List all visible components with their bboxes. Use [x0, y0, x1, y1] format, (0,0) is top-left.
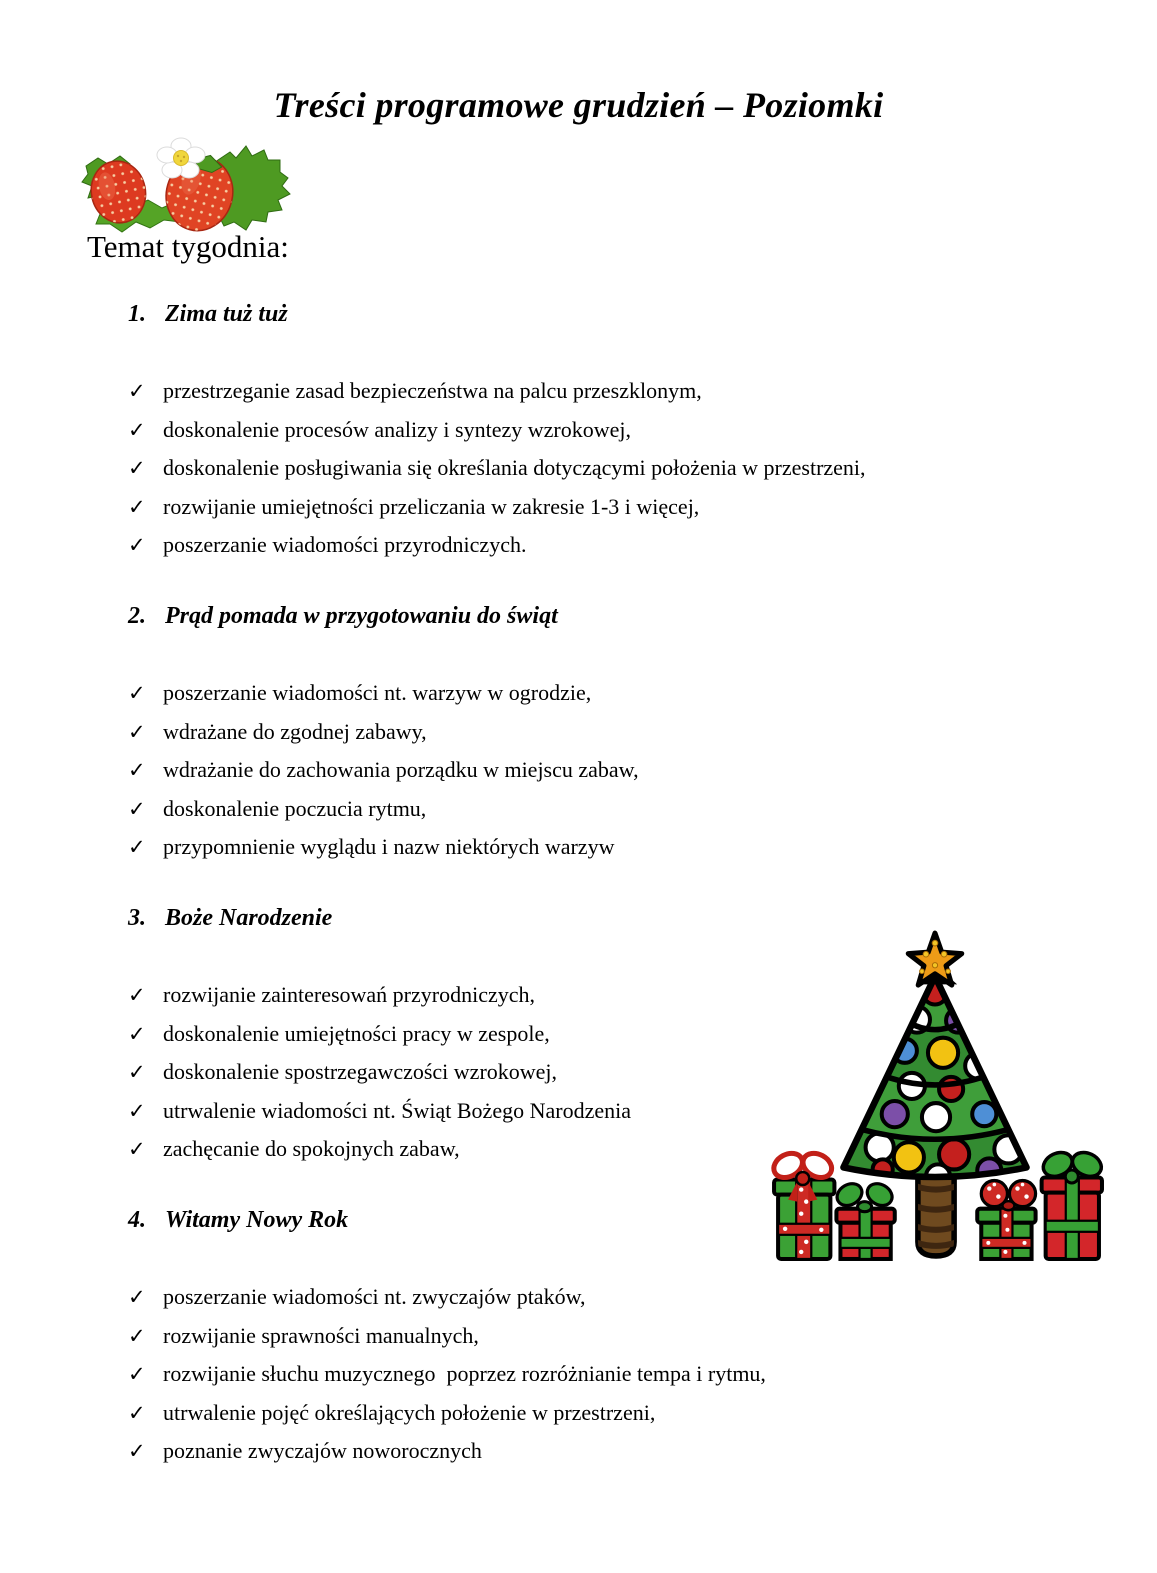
checklist-item: [128, 1432, 1128, 1471]
checklist-item-text: doskonalenie spostrzegawczości wzrokowej,: [163, 1059, 558, 1085]
checkmark-icon: ✓: [128, 758, 146, 783]
checkmark-icon: ✓: [128, 982, 146, 1007]
checklist-item: [128, 751, 1128, 790]
section-heading: [128, 597, 1128, 635]
section-title: Prąd pomada w przygotowaniu do świąt: [165, 602, 558, 629]
tree-trunk: [914, 1169, 958, 1256]
section-2: [128, 597, 1128, 867]
checkmark-icon: ✓: [128, 379, 146, 403]
week-theme-label: Temat tygodnia:: [87, 229, 289, 264]
checklist-item-text: rozwijanie zainteresowań przyrodniczych,: [163, 981, 535, 1007]
checklist-item-text: rozwijanie sprawności manualnych,: [163, 1322, 479, 1348]
checkmark-icon: ✓: [128, 1021, 146, 1046]
checklist-item-text: wdrażanie do zachowania porządku w miejscu zabaw,: [163, 757, 639, 783]
checklist-item: [128, 488, 1128, 527]
checkmark-icon: ✓: [128, 1137, 146, 1162]
checklist-item-text: poszerzanie wiadomości nt. zwyczajów ptaków,: [163, 1283, 586, 1309]
checklist-item: [128, 372, 1128, 411]
strawberries-clipart: [78, 136, 292, 236]
checklist: [128, 1278, 1128, 1471]
checklist-item: [128, 828, 1128, 867]
document-title: Treści programowe grudzień – Poziomki: [273, 85, 884, 125]
present-green-red-bow: [770, 1149, 836, 1259]
checkmark-icon: ✓: [128, 1362, 146, 1387]
section-title: Witamy Nowy Rok: [165, 1206, 349, 1233]
section-1: [128, 295, 1128, 565]
checklist-item: [128, 1278, 1128, 1317]
checklist-item-text: doskonalenie umiejętności pracy w zespole,: [163, 1020, 550, 1046]
checkmark-icon: ✓: [128, 533, 146, 558]
section-number: 4.: [128, 1206, 146, 1233]
checkmark-icon: ✓: [128, 1439, 146, 1464]
checklist-item-text: utrwalenie wiadomości nt. Świąt Bożego Narodzenia: [163, 1097, 631, 1123]
checklist-item-text: przestrzeganie zasad bezpieczeństwa na palcu przeszklonym,: [163, 378, 702, 403]
checklist-item-text: przypomnienie wyglądu i nazw niektórych warzyw: [163, 834, 615, 860]
present-red-tall-green-bow: [1039, 1148, 1105, 1259]
checklist-item-text: wdrażane do zgodnej zabawy,: [163, 718, 427, 744]
checklist-item-text: doskonalenie poczucia rytmu,: [163, 795, 427, 821]
checkmark-icon: ✓: [128, 417, 146, 442]
section-title: Zima tuż tuż: [165, 301, 288, 327]
tree-body: [842, 976, 1027, 1188]
checkmark-icon: ✓: [128, 456, 146, 481]
checklist-item-text: poszerzanie wiadomości nt. warzyw w ogrodzie,: [163, 679, 592, 705]
checkmark-icon: ✓: [128, 719, 146, 744]
checklist-item-text: doskonalenie posługiwania się określania dotyczącymi położenia w przestrzeni,: [163, 455, 866, 481]
christmas-tree-clipart: [764, 922, 1106, 1264]
checkmark-icon: ✓: [128, 680, 146, 705]
checkmark-icon: ✓: [128, 1098, 146, 1123]
checklist-item-text: poznanie zwyczajów noworocznych: [163, 1438, 482, 1464]
checklist-item-text: rozwijanie umiejętności przeliczania w zakresie 1-3 i więcej,: [163, 493, 700, 519]
checklist-item-text: poszerzanie wiadomości przyrodniczych.: [163, 532, 527, 558]
checklist-item: [128, 449, 1128, 488]
checkmark-icon: ✓: [128, 1323, 146, 1348]
checklist-item-text: doskonalenie procesów analizy i syntezy wzrokowej,: [163, 416, 631, 442]
checklist-item-text: rozwijanie słuchu muzycznego poprzez rozróżnianie tempa i rytmu,: [163, 1361, 766, 1387]
section-number: 3.: [128, 904, 146, 931]
section-title: Boże Narodzenie: [165, 904, 333, 931]
strawberry-flower: [157, 138, 205, 178]
checkmark-icon: ✓: [128, 796, 146, 821]
star-topper: [908, 933, 962, 985]
checkmark-icon: ✓: [128, 1400, 146, 1425]
checklist: [128, 674, 1128, 867]
checkmark-icon: ✓: [128, 1060, 146, 1085]
checkmark-icon: ✓: [128, 494, 146, 519]
section-number: 2.: [128, 602, 146, 629]
checklist: [128, 372, 1128, 565]
section-number: 1.: [128, 301, 146, 327]
checklist-item: [128, 790, 1128, 829]
checklist-item-text: utrwalenie pojęć określających położenie w przestrzeni,: [163, 1399, 656, 1425]
checklist-item: [128, 526, 1128, 565]
checklist-item: [128, 1317, 1128, 1356]
checkmark-icon: ✓: [128, 1284, 146, 1309]
present-red-green-bow: [833, 1179, 896, 1259]
checklist-item: [128, 411, 1128, 450]
checklist-item: [128, 674, 1128, 713]
checklist-item-text: zachęcanie do spokojnych zabaw,: [163, 1136, 460, 1162]
present-green-polka-bow: [977, 1181, 1035, 1259]
checklist-item: [128, 1394, 1128, 1433]
christmas-tree-image: [764, 922, 1106, 1264]
section-heading: [128, 295, 1128, 333]
strawberries-image: [78, 136, 292, 236]
checklist-item: [128, 713, 1128, 752]
sections-list: [128, 295, 1128, 1503]
checklist-item: [128, 1355, 1128, 1394]
checkmark-icon: ✓: [128, 835, 146, 860]
